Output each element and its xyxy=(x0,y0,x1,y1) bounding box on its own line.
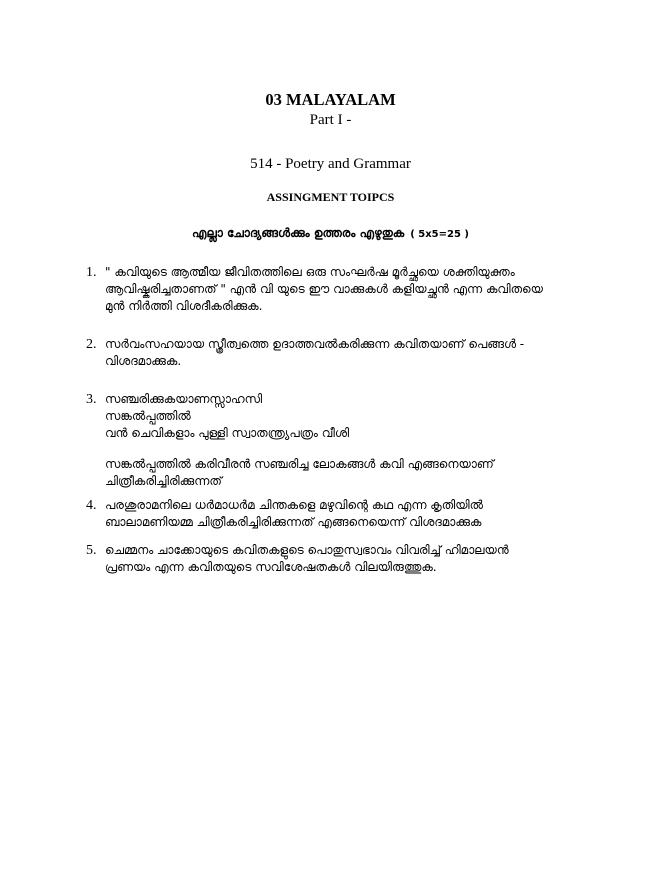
question-line: ചിത്രീകരിച്ചിരിക്കുന്നത് xyxy=(105,474,222,488)
question-line: സങ്കൽപ്പത്തിൽ കരിവീരൻ സഞ്ചരിച്ച ലോകങ്ങൾ കവി എങ്ങനെയാണ് xyxy=(105,457,494,471)
part-label: Part I - xyxy=(309,112,352,128)
question-line: " കവിയുടെ ആത്മീയ ജീവിതത്തിലെ ഒരു സംഘർഷ മൂർച്ഛയെ ശക്തിയുക്തം xyxy=(105,265,515,279)
question-line: പ്രണയം എന്ന കവിതയുടെ സവിശേഷതകൾ വിലയിരുത്തുക. xyxy=(105,560,437,574)
subject-title: 03 MALAYALAM xyxy=(265,90,396,109)
question-line: സങ്കൽപ്പത്തിൽ xyxy=(105,409,191,423)
question-number: 4. xyxy=(86,498,97,513)
question-line: ബാലാമണിയമ്മ ചിത്രീകരിച്ചിരിക്കുന്നത് എങ്ങനെയെന്ന് വിശദമാക്കുക xyxy=(105,515,482,529)
question-line: സർവംസഹയായ സ്ത്രീത്വത്തെ ഉദാത്തവൽകരിക്കുന്ന കവിതയാണ് പെങ്ങൾ - xyxy=(105,337,525,351)
question-line: ആവിഷ്കരിച്ചതാണത് " എൻ വി യുടെ ഈ വാക്കുകൾ കളിയച്ഛൻ എന്ന കവിതയെ xyxy=(105,282,543,296)
question-number: 5. xyxy=(86,543,97,558)
instruction-marks: ( 5x5=25 ) xyxy=(410,229,469,240)
instruction xyxy=(0,226,661,241)
question-line: ചെമ്മനം ചാക്കോയുടെ കവിതകളുടെ പൊതുസ്വഭാവം വിവരിച്ച് ഹിമാലയൻ xyxy=(105,543,509,557)
question-number: 3. xyxy=(86,392,97,407)
question-line: മുൻ നിർത്തി വിശദീകരിക്കുക. xyxy=(105,299,263,313)
instruction-text: എല്ലാ ചോദ്യങ്ങൾക്കും ഉത്തരം എഴുതുക xyxy=(192,226,405,240)
course-title: 514 - Poetry and Grammar xyxy=(250,156,411,172)
question-line: പരശുരാമനിലെ ധർമാധർമ ചിന്തകളെ മഴുവിന്റെ കഥ എന്ന കൃതിയിൽ xyxy=(105,498,484,512)
question-line: വിശദമാക്കുക. xyxy=(105,354,182,368)
question-number: 2. xyxy=(86,337,97,352)
question-number: 1. xyxy=(86,265,97,280)
topics-heading: ASSINGMENT TOIPCS xyxy=(266,190,395,204)
question-line: വൻ ചെവികളാം പുള്ളി സ്വാതന്ത്ര്യപത്രം വീശി xyxy=(105,426,350,440)
question-line: സഞ്ചരിക്കുകയാണസ്സാഹസി xyxy=(105,392,263,406)
